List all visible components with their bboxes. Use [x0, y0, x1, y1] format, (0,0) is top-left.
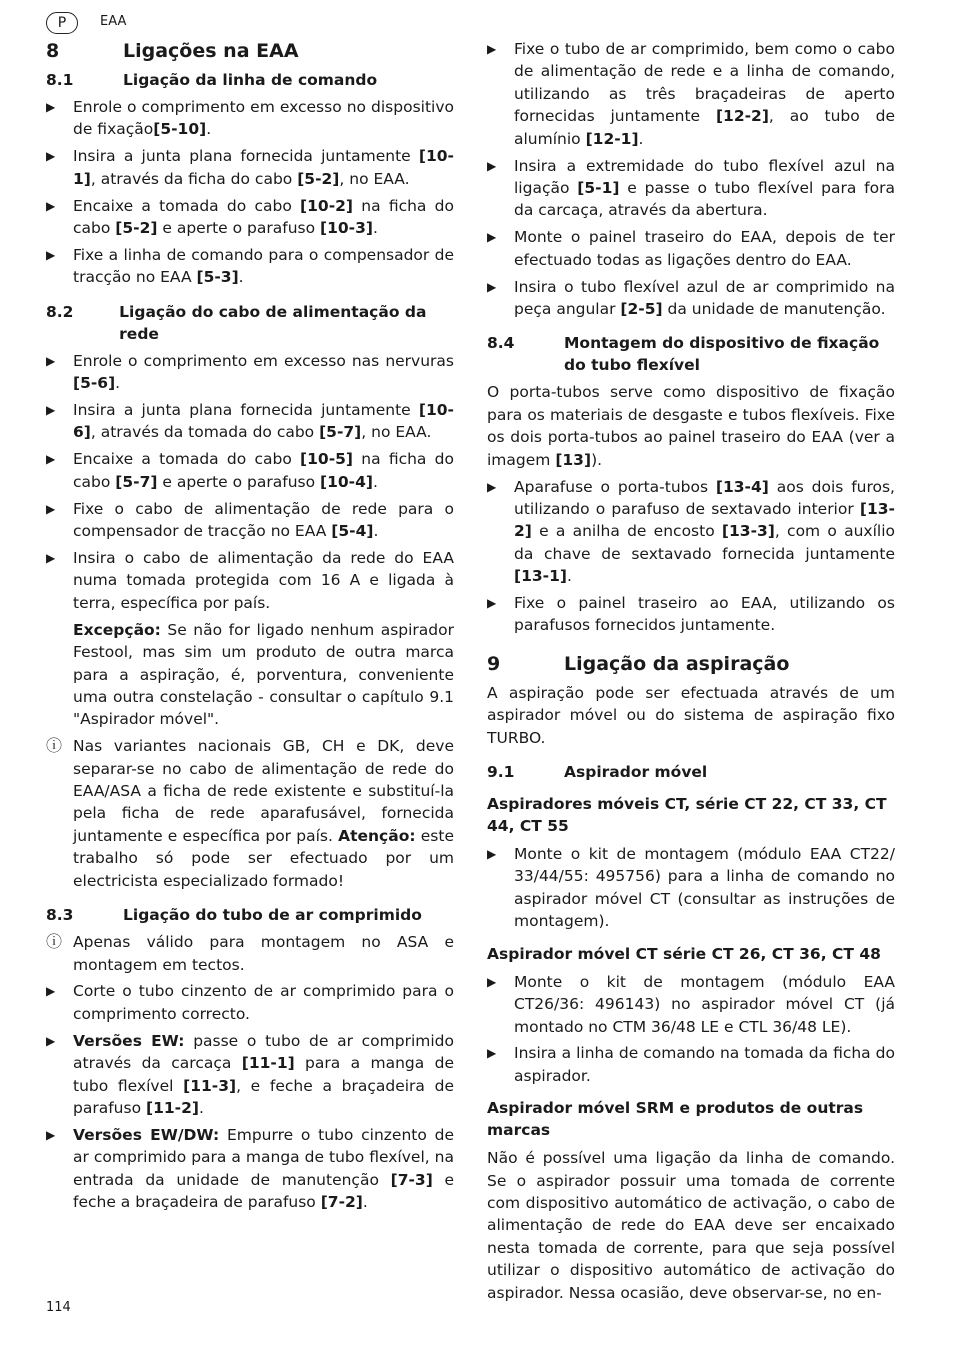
- section-9-heading: 9 Ligação da aspiração: [487, 652, 790, 675]
- list-item: ▶ Insira o cabo de alimentação da rede do EAA numa tomada protegida com 16 A e ligada à terra, específica por país.: [46, 547, 454, 614]
- language-badge: P: [46, 12, 78, 34]
- exception-note: Excepção: Se não for ligado nenhum aspirador Festool, mas sim um produto de outra marca para a aspiração, é, porventura, conveniente uma outra constelação - consultar o capítulo 9.1 "Aspirador móvel".: [73, 620, 454, 729]
- arrow-icon: ▶: [46, 403, 56, 418]
- list-item: ▶ Encaixe a tomada do cabo [10-5] na ficha do cabo [5-7] e aperte o parafuso [10-4].: [46, 448, 454, 493]
- arrow-icon: ▶: [487, 596, 497, 611]
- list-item: ▶ Monte o painel traseiro do EAA, depois de ter efectuado todas as ligações dentro do EAA.: [487, 226, 895, 271]
- arrow-icon: ▶: [46, 551, 56, 565]
- list-item: ▶ Fixe a linha de comando para o compensador de tracção no EAA [5-3].: [46, 244, 454, 289]
- arrow-icon: ▶: [487, 974, 497, 989]
- arrow-icon: ▶: [46, 452, 56, 467]
- list-item: ▶ Fixe o tubo de ar comprimido, bem como o cabo de alimentação de rede e a linha de comando, utilizando as três braçadeiras de aperto fornecidas juntamente [12-2], ao tubo de alumínio [12-1].: [487, 38, 895, 150]
- list-item: ▶ Insira o tubo flexível azul de ar comprimido na peça angular [2-5] da unidade de manutenção.: [487, 276, 895, 321]
- arrow-icon: ▶: [46, 501, 56, 516]
- list-item: ▶ Monte o kit de montagem (módulo EAA CT26/36: 496143) no aspirador móvel CT (já montado no CTM 36/48 LE e CTL 36/48 LE).: [487, 971, 895, 1038]
- left-column: [46, 38, 454, 1218]
- subheading-ct26: Aspirador móvel CT série CT 26, CT 36, CT 48: [487, 944, 881, 963]
- paragraph: Não é possível uma ligação da linha de comando. Se o aspirador possuir uma tomada de corrente com dispositivo automático de activação, o cabo de alimentação de rede do EAA deve ser encaixado nesta tomada de corrente, para que seja possível utilizar o dispositivo automático de activação do aspirador. Nessa ocasião, deve observar-se, no en-: [487, 1149, 895, 1302]
- arrow-icon: ▶: [487, 847, 497, 862]
- list-item: ▶ Fixe o cabo de alimentação de rede para o compensador de tracção no EAA [5-4].: [46, 498, 454, 543]
- header-label: EAA: [100, 14, 127, 29]
- section-8-2-heading: 8.2 Ligação do cabo de alimentação da rede: [46, 302, 427, 343]
- section-8-1-heading: 8.1 Ligação da linha de comando: [46, 71, 378, 89]
- subheading-ct: Aspiradores móveis CT, série CT 22, CT 33, CT 44, CT 55: [487, 795, 887, 836]
- list-item: ▶ Insira a extremidade do tubo flexível azul na ligação [5-1] e passe o tubo flexível para fora da carcaça, através da abertura.: [487, 155, 895, 222]
- list-item: ▶ Enrole o comprimento em excesso no dispositivo de fixação[5-10].: [46, 96, 454, 141]
- page-number: 114: [46, 1300, 71, 1315]
- arrow-icon: ▶: [46, 353, 56, 368]
- section-8-3-heading: 8.3 Ligação do tubo de ar comprimido: [46, 906, 422, 925]
- arrow-icon: ▶: [46, 100, 56, 114]
- list-item: ▶ Enrole o comprimento em excesso nas nervuras [5-6].: [46, 350, 454, 395]
- list-item: ▶ Encaixe a tomada do cabo [10-2] na ficha do cabo [5-2] e aperte o parafuso [10-3].: [46, 195, 454, 240]
- info-item: ⓘ Nas variantes nacionais GB, CH e DK, deve separar-se no cabo de alimentação de rede do EAA/ASA a ficha de rede existente e substituí-la pela ficha de rede aparafusável, fornecida juntamente e específica por país. Atenção: este trabalho só pode ser efectuado por um electricista especializado formado!: [46, 735, 454, 892]
- list-item: ▶ Insira a junta plana fornecida juntamente [10-6], através da tomada do cabo [5-7], no EAA.: [46, 399, 454, 444]
- section-9-1-heading: 9.1 Aspirador móvel: [487, 763, 708, 782]
- paragraph: A aspiração pode ser efectuada através de um aspirador móvel ou do sistema de aspiração fixo TURBO.: [487, 683, 895, 747]
- info-icon: ⓘ: [46, 932, 63, 952]
- list-item: ▶ Insira a junta plana fornecida juntamente [10-1], através da ficha do cabo [5-2], no EAA.: [46, 145, 454, 190]
- info-icon: ⓘ: [46, 736, 63, 756]
- info-item: ⓘ Apenas válido para montagem no ASA e montagem em tectos.: [46, 931, 454, 976]
- paragraph: O porta-tubos serve como dispositivo de fixação para os materiais de desgaste e tubos flexíveis. Fixe os dois porta-tubos ao painel traseiro do EAA (ver a imagem [13]).: [487, 383, 895, 469]
- arrow-icon: ▶: [46, 247, 56, 262]
- arrow-icon: ▶: [487, 42, 497, 56]
- subheading-srm: Aspirador móvel SRM e produtos de outras marcas: [487, 1099, 864, 1140]
- right-column: [487, 38, 895, 1309]
- list-item: ▶ Corte o tubo cinzento de ar comprimido para o comprimento correcto.: [46, 980, 454, 1025]
- arrow-icon: ▶: [487, 1046, 497, 1061]
- list-item: ▶ Versões EW: passe o tubo de ar comprimido através da carcaça [11-1] para a manga de tubo flexível [11-3], e feche a braçadeira de parafuso [11-2].: [46, 1030, 454, 1120]
- arrow-icon: ▶: [46, 1127, 56, 1142]
- arrow-icon: ▶: [46, 198, 56, 213]
- list-item: ▶ Insira a linha de comando na tomada da ficha do aspirador.: [487, 1042, 895, 1087]
- list-item: ▶ Monte o kit de montagem (módulo EAA CT22/ 33/44/55: 495756) para a linha de comando no aspirador móvel CT (consultar as instruções de montagem).: [487, 843, 895, 933]
- list-item: ▶ Aparafuse o porta-tubos [13-4] aos dois furos, utilizando o parafuso de sextavado interior [13-2] e a anilha de encosto [13-3], com o auxílio da chave de sextavado fornecida juntamente [13-1].: [487, 476, 895, 588]
- arrow-icon: ▶: [487, 230, 497, 245]
- arrow-icon: ▶: [46, 149, 56, 164]
- list-item: ▶ Fixe o painel traseiro ao EAA, utilizando os parafusos fornecidos juntamente.: [487, 592, 895, 637]
- section-8-4-heading: 8.4 Montagem do dispositivo de fixação do tubo flexível: [487, 334, 880, 375]
- arrow-icon: ▶: [487, 158, 497, 173]
- section-8-heading: 8 Ligações na EAA: [46, 40, 299, 62]
- arrow-icon: ▶: [487, 279, 497, 294]
- arrow-icon: ▶: [46, 1033, 56, 1048]
- arrow-icon: ▶: [487, 479, 497, 494]
- list-item: ▶ Versões EW/DW: Empurre o tubo cinzento de ar comprimido para a manga de tubo flexível, na entrada da unidade de manutenção [7-3] e feche a braçadeira de parafuso [7-2].: [46, 1124, 454, 1214]
- arrow-icon: ▶: [46, 984, 56, 999]
